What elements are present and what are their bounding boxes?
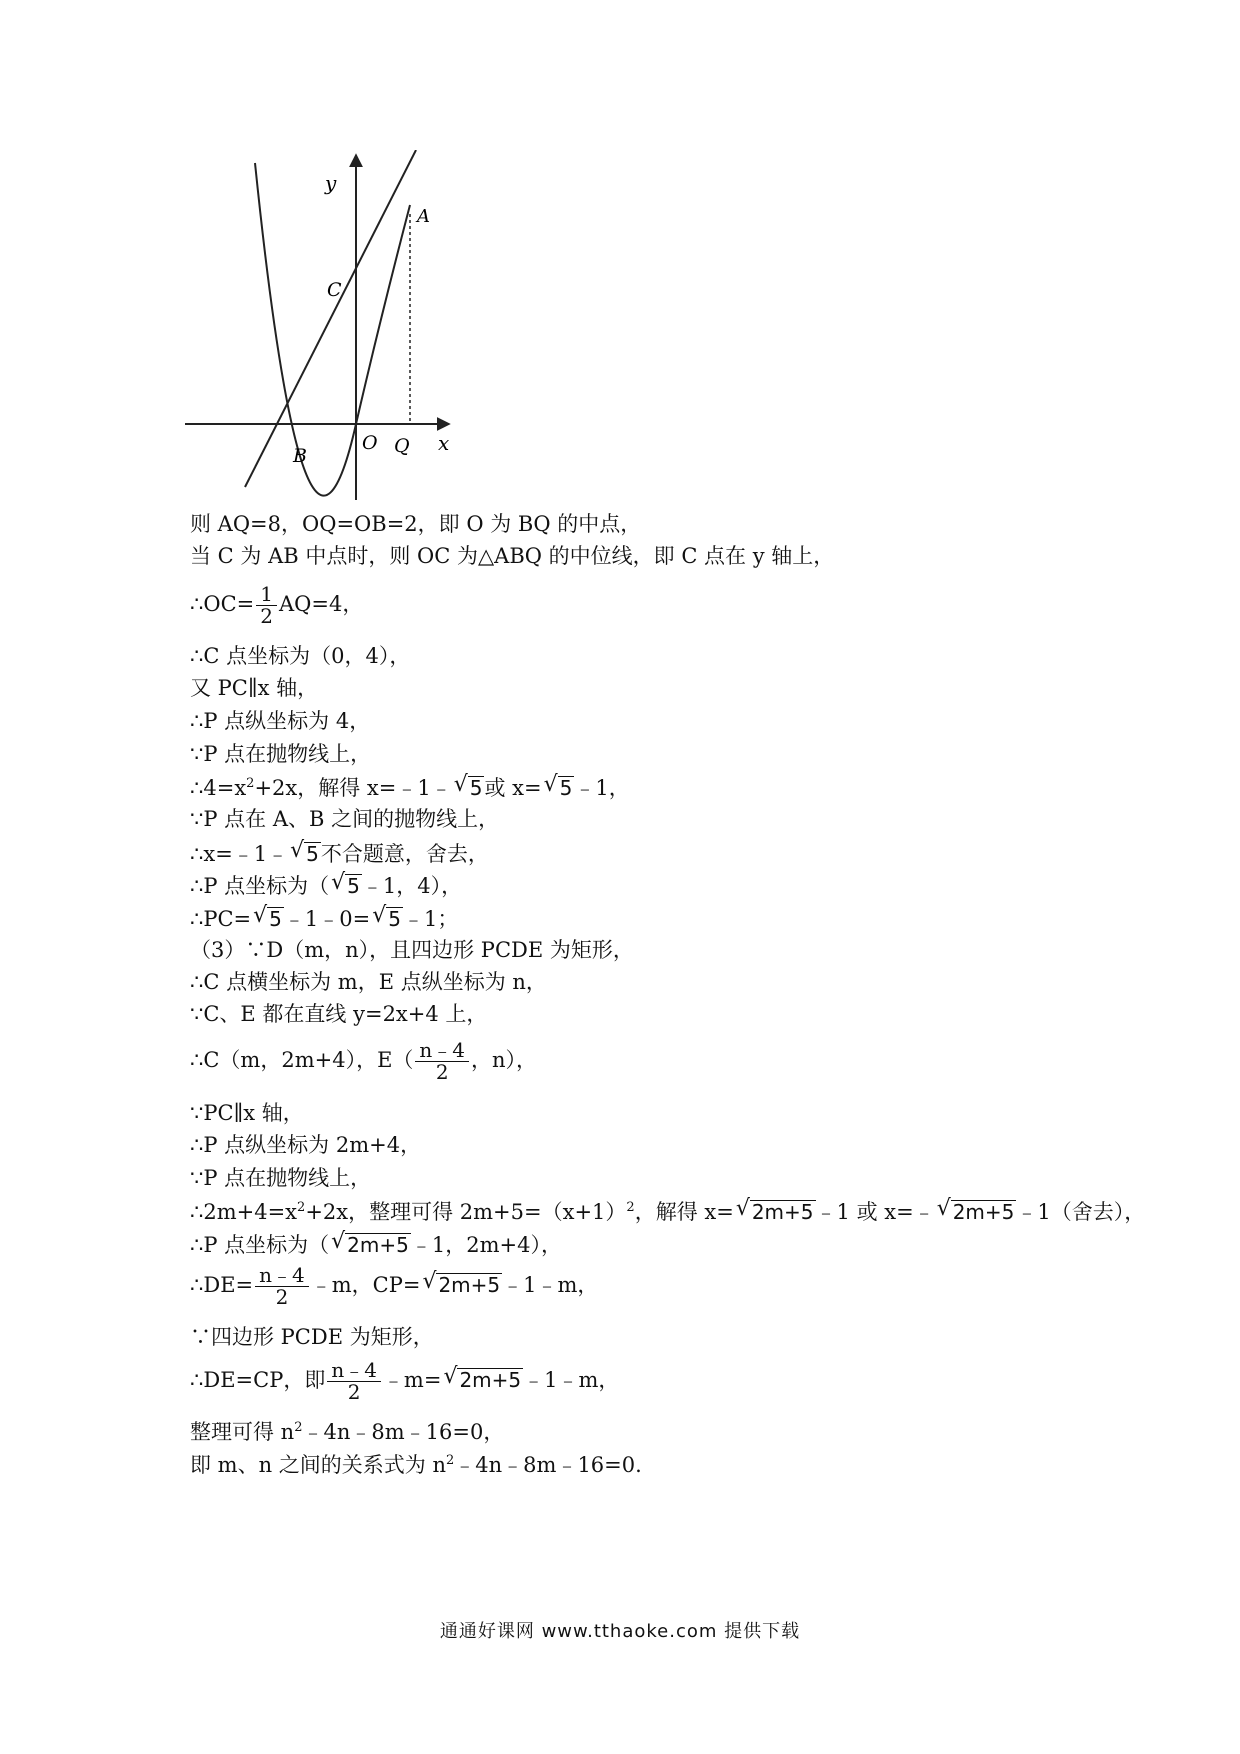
solution-line-13 bbox=[190, 940, 634, 961]
text: ﹣1， bbox=[574, 776, 630, 800]
text: ∵PC∥x 轴， bbox=[190, 1101, 304, 1125]
fraction-denominator: 2 bbox=[275, 1285, 289, 1309]
solution-line-25 bbox=[190, 1422, 504, 1443]
superscript: 2 bbox=[246, 776, 255, 791]
origin-label: O bbox=[362, 432, 378, 454]
square-root bbox=[253, 907, 284, 930]
line-bca bbox=[245, 150, 416, 487]
superscript: 2 bbox=[626, 1200, 635, 1215]
point-a-label: A bbox=[417, 206, 430, 227]
radicand: 5 bbox=[347, 874, 360, 898]
text: ∵P 点在抛物线上， bbox=[190, 742, 372, 766]
solution-line-19 bbox=[190, 1168, 371, 1189]
fraction-numerator: 1 bbox=[256, 584, 277, 606]
text: ∴C 点坐标为（0，4）， bbox=[190, 644, 411, 668]
fraction-numerator: n﹣4 bbox=[327, 1360, 381, 1382]
text: 不合题意，舍去， bbox=[320, 842, 489, 866]
solution-line-4 bbox=[190, 646, 410, 667]
solution-line-18 bbox=[190, 1135, 421, 1156]
text: AQ=4， bbox=[278, 592, 364, 616]
text: 即 m、n 之间的关系式为 n bbox=[190, 1453, 446, 1477]
text: ∴x=﹣1﹣ bbox=[190, 842, 289, 866]
text: ﹣4n﹣8m﹣16=0. bbox=[454, 1453, 642, 1477]
solution-line-8 bbox=[190, 776, 630, 799]
fraction bbox=[415, 1040, 469, 1083]
text: ∴DE=CP，即 bbox=[190, 1368, 326, 1392]
solution-line-12 bbox=[190, 907, 458, 930]
x-axis-label: x bbox=[438, 431, 450, 455]
radicand: 2m+5 bbox=[952, 1200, 1015, 1224]
parabola-curve bbox=[255, 163, 410, 496]
text: 又 PC∥x 轴， bbox=[190, 676, 319, 700]
point-b-label: B bbox=[293, 445, 307, 467]
fraction-denominator: 2 bbox=[347, 1380, 361, 1404]
solution-line-9 bbox=[190, 809, 499, 830]
radicand: 2m+5 bbox=[459, 1368, 522, 1392]
text: ∴P 点纵坐标为 2m+4， bbox=[190, 1133, 422, 1157]
square-root bbox=[544, 776, 575, 799]
radicand: 5 bbox=[388, 907, 401, 931]
text: ，n）， bbox=[471, 1048, 538, 1072]
text: ∴2m+4=x bbox=[190, 1200, 298, 1224]
fraction-numerator: n﹣4 bbox=[415, 1040, 469, 1062]
radicand: 2m+5 bbox=[751, 1200, 814, 1224]
solution-line-20 bbox=[190, 1200, 1145, 1223]
solution-line-1 bbox=[190, 514, 641, 535]
text: （3）∵D（m，n），且四边形 PCDE 为矩形， bbox=[190, 938, 634, 962]
solution-line-24 bbox=[190, 1360, 619, 1403]
text: 或 x= bbox=[484, 776, 542, 800]
solution-line-5 bbox=[190, 678, 318, 699]
text: 当 C 为 AB 中点时，则 OC 为△ABQ 的中位线，即 C 点在 y 轴上， bbox=[190, 544, 835, 568]
superscript: 2 bbox=[446, 1453, 455, 1468]
text: ∴PC= bbox=[190, 907, 252, 931]
parabola-line-figure bbox=[180, 150, 480, 510]
square-root bbox=[331, 1233, 411, 1256]
text: ∵四边形 PCDE 为矩形， bbox=[190, 1325, 434, 1349]
solution-line-21 bbox=[190, 1233, 562, 1256]
fraction-denominator: 2 bbox=[435, 1060, 449, 1084]
square-root bbox=[937, 1200, 1017, 1223]
point-q-label: Q bbox=[394, 435, 410, 457]
text: ∴P 点坐标为（ bbox=[190, 874, 330, 898]
text: 则 AQ=8，OQ=OB=2，即 O 为 BQ 的中点， bbox=[190, 512, 642, 536]
solution-line-2 bbox=[190, 546, 834, 567]
radicand: 2m+5 bbox=[347, 1233, 409, 1257]
solution-line-16 bbox=[190, 1040, 537, 1083]
page-footer: 通通好课网 www.tthaoke.com 提供下载 bbox=[439, 1621, 801, 1642]
text: ﹣1﹣0= bbox=[283, 907, 371, 931]
text: ﹣m，CP= bbox=[310, 1273, 421, 1297]
solution-line-23 bbox=[190, 1327, 434, 1348]
text: ﹣1 或 x=﹣ bbox=[815, 1200, 935, 1224]
solution-line-7 bbox=[190, 744, 371, 765]
superscript: 2 bbox=[294, 1420, 303, 1435]
text: ，解得 x= bbox=[634, 1200, 734, 1224]
fraction bbox=[255, 1265, 309, 1308]
text: ∴P 点纵坐标为 4， bbox=[190, 709, 371, 733]
square-root bbox=[454, 776, 485, 799]
solution-line-3 bbox=[190, 584, 363, 627]
square-root bbox=[422, 1273, 502, 1296]
text: ∴4=x bbox=[190, 776, 247, 800]
solution-line-14 bbox=[190, 972, 547, 993]
solution-line-22 bbox=[190, 1265, 598, 1308]
fraction bbox=[327, 1360, 381, 1403]
fraction bbox=[256, 584, 277, 627]
solution-line-15 bbox=[190, 1004, 487, 1025]
radicand: 5 bbox=[269, 907, 282, 931]
solution-line-6 bbox=[190, 711, 370, 732]
square-root bbox=[736, 1200, 816, 1223]
text: ∴P 点坐标为（ bbox=[190, 1233, 330, 1257]
text: ﹣1； bbox=[402, 907, 459, 931]
solution-line-11 bbox=[190, 874, 462, 897]
solution-line-10 bbox=[190, 842, 489, 865]
text: ﹣1﹣m， bbox=[523, 1368, 620, 1392]
text: ﹣1（舍去）， bbox=[1016, 1200, 1146, 1224]
text: ∵C、E 都在直线 y=2x+4 上， bbox=[190, 1002, 488, 1026]
superscript: 2 bbox=[297, 1200, 306, 1215]
text: +2x，解得 x=﹣1﹣ bbox=[254, 776, 452, 800]
text: 整理可得 n bbox=[190, 1420, 295, 1444]
solution-line-26 bbox=[190, 1455, 642, 1476]
radicand: 5 bbox=[559, 776, 573, 800]
text: ∴C 点横坐标为 m，E 点纵坐标为 n， bbox=[190, 970, 547, 994]
text: ﹣1﹣m， bbox=[502, 1273, 599, 1297]
text: ﹣1，4）， bbox=[361, 874, 463, 898]
radicand: 5 bbox=[306, 842, 319, 866]
text: +2x，整理可得 2m+5=（x+1） bbox=[305, 1200, 627, 1224]
text: ∴C（m，2m+4），E（ bbox=[190, 1048, 414, 1072]
text: ∵P 点在 A、B 之间的抛物线上， bbox=[190, 807, 500, 831]
text: ﹣1，2m+4）， bbox=[410, 1233, 562, 1257]
square-root bbox=[372, 907, 403, 930]
square-root bbox=[443, 1368, 523, 1391]
radicand: 2m+5 bbox=[438, 1273, 501, 1297]
text: ∵P 点在抛物线上， bbox=[190, 1166, 372, 1190]
fraction-numerator: n﹣4 bbox=[255, 1265, 309, 1287]
text: ∴DE= bbox=[190, 1273, 254, 1297]
square-root bbox=[331, 874, 362, 897]
radicand: 5 bbox=[469, 776, 483, 800]
y-axis-label: y bbox=[325, 171, 337, 195]
text: ﹣m= bbox=[382, 1368, 442, 1392]
text: ﹣4n﹣8m﹣16=0， bbox=[302, 1420, 505, 1444]
fraction-denominator: 2 bbox=[260, 604, 273, 628]
point-c-label: C bbox=[327, 279, 342, 301]
solution-line-17 bbox=[190, 1103, 304, 1124]
square-root bbox=[290, 842, 321, 865]
text: ∴OC= bbox=[190, 592, 255, 616]
